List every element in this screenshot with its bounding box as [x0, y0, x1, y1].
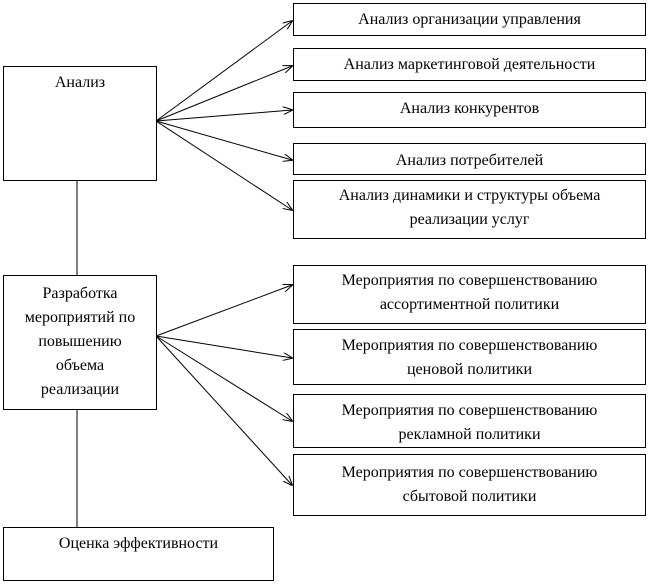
measures-development-line-5: реализации — [40, 381, 120, 398]
analysis-item-box — [293, 143, 646, 175]
evaluation-label: Оценка эффективности — [58, 535, 219, 552]
analysis-item-label: Анализ потребителей — [395, 152, 544, 169]
measures-item-label-line-2: ассортиментной политики — [379, 296, 560, 313]
measures-development-line-4: объема — [55, 357, 105, 374]
arrow-analysis-3 — [156, 110, 292, 121]
measures-development-box — [3, 275, 157, 410]
measures-item-box — [293, 454, 646, 516]
analysis-item-box — [293, 3, 646, 36]
measures-item-box — [293, 394, 646, 448]
measures-item-label-line-1: Мероприятия по совершенствованию — [341, 464, 598, 481]
measures-development-line-2: мероприятий по — [24, 309, 136, 326]
measures-item-box — [293, 329, 646, 385]
arrow-measures-3 — [156, 336, 292, 421]
analysis-item-box — [293, 180, 646, 239]
arrow-measures-4 — [156, 336, 292, 485]
analysis-item-label: Анализ конкурентов — [399, 100, 540, 117]
analysis-item-label: Анализ организации управления — [358, 11, 581, 28]
arrow-analysis-4 — [156, 121, 292, 160]
measures-development-line-3: повышению — [38, 333, 122, 350]
measures-item-label-line-2: рекламной политики — [398, 426, 541, 443]
measures-item-label-line-2: сбытовой политики — [402, 488, 537, 505]
arrow-analysis-5 — [156, 121, 292, 210]
analysis-item-box — [293, 92, 646, 128]
measures-item-label-line-1: Мероприятия по совершенствованию — [341, 402, 598, 419]
analysis-item-box — [293, 48, 646, 81]
analysis-item-label-line-1: Анализ динамики и структуры объема — [338, 187, 601, 204]
measures-development-line-1: Разработка — [42, 285, 118, 302]
arrow-analysis-2 — [156, 66, 292, 121]
analysis-label: Анализ — [54, 74, 106, 91]
measures-item-label-line-2: ценовой политики — [406, 361, 533, 378]
arrow-measures-2 — [156, 336, 292, 358]
analysis-item-label-line-2: реализации услуг — [409, 211, 530, 228]
analysis-box — [3, 66, 157, 181]
analysis-item-label: Анализ маркетинговой деятельности — [343, 56, 596, 73]
evaluation-box — [3, 527, 274, 581]
arrow-measures-1 — [156, 285, 292, 336]
measures-item-label-line-1: Мероприятия по совершенствованию — [341, 272, 598, 289]
measures-item-label-line-1: Мероприятия по совершенствованию — [341, 337, 598, 354]
measures-item-box — [293, 265, 646, 324]
arrow-analysis-1 — [156, 21, 292, 121]
